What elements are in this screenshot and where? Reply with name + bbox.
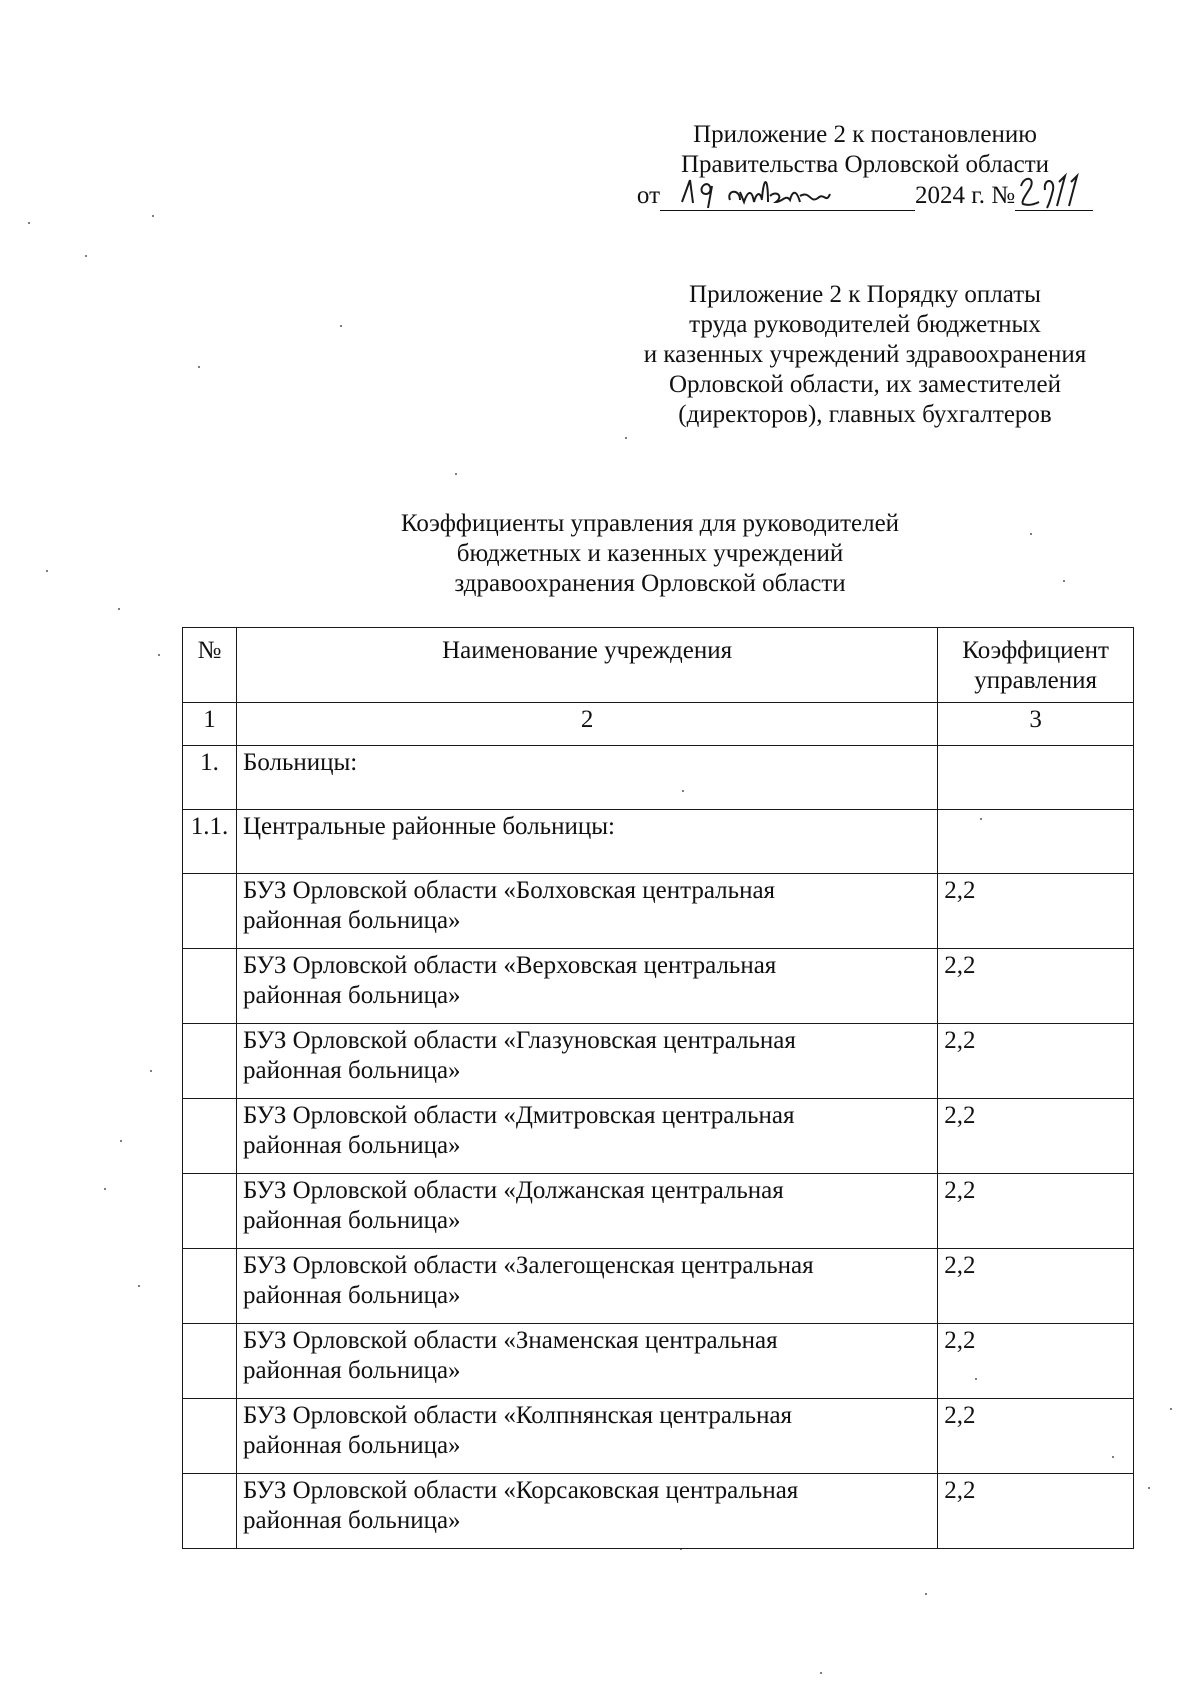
appendix-resolution-block (600, 120, 1130, 211)
institution-name: БУЗ Орловской области «Верховская центральная районная больница» (236, 949, 937, 1024)
resolution-date-line (637, 180, 1093, 211)
header-coefficient (938, 628, 1134, 703)
institution-name: БУЗ Орловской области «Залегощенская центральная районная больница» (236, 1249, 937, 1324)
row-number (183, 1324, 237, 1399)
header-coefficient-line2: управления (974, 667, 1097, 694)
table-row (183, 1474, 1134, 1549)
table-row (183, 949, 1134, 1024)
appendix-resolution-line1: Приложение 2 к постановлению (693, 121, 1037, 148)
management-coefficient: 2,2 (938, 1399, 1134, 1474)
handwritten-date (660, 180, 915, 211)
section-name: Центральные районные больницы: (236, 810, 937, 874)
column-index: 1 (183, 703, 237, 746)
row-number (183, 874, 237, 949)
header-coefficient-line1: Коэффициент (962, 637, 1109, 664)
row-number (183, 1174, 237, 1249)
row-number (183, 1024, 237, 1099)
section-coefficient (938, 746, 1134, 810)
appendix-order-block (590, 280, 1140, 430)
management-coefficient: 2,2 (938, 1324, 1134, 1399)
institution-name: БУЗ Орловской области «Колпнянская центральная районная больница» (236, 1399, 937, 1474)
section-row (183, 810, 1134, 874)
year-number-label: 2024 г. № (915, 182, 1016, 209)
row-number (183, 1474, 237, 1549)
row-number (183, 1249, 237, 1324)
appendix-resolution-line2: Правительства Орловской области (680, 151, 1050, 178)
institution-name: БУЗ Орловской области «Корсаковская центральная районная больница» (236, 1474, 937, 1549)
management-coefficient: 2,2 (938, 949, 1134, 1024)
handwritten-number (1015, 180, 1093, 211)
management-coefficient: 2,2 (938, 1024, 1134, 1099)
appendix-order-line: Орловской области, их заместителей (668, 371, 1062, 398)
appendix-order-line: и казенных учреждений здравоохранения (643, 341, 1087, 368)
institution-name: БУЗ Орловской области «Должанская центральная районная больница» (236, 1174, 937, 1249)
appendix-order-line: Приложение 2 к Порядку оплаты (689, 281, 1041, 308)
table-header-row (183, 628, 1134, 703)
management-coefficient: 2,2 (938, 1174, 1134, 1249)
section-number: 1.1. (183, 810, 237, 874)
appendix-order-line: труда руководителей бюджетных (689, 311, 1041, 338)
table-row (183, 1099, 1134, 1174)
institution-name: БУЗ Орловской области «Знаменская центральная районная больница» (236, 1324, 937, 1399)
header-institution-name: Наименование учреждения (236, 628, 937, 703)
management-coefficient: 2,2 (938, 1474, 1134, 1549)
table-row (183, 874, 1134, 949)
row-number (183, 949, 237, 1024)
management-coefficient: 2,2 (938, 1249, 1134, 1324)
column-index: 3 (938, 703, 1134, 746)
table-title-line: бюджетных и казенных учреждений (456, 540, 844, 567)
table-row (183, 1399, 1134, 1474)
table-row (183, 1174, 1134, 1249)
institution-name: БУЗ Орловской области «Болховская центральная районная больница» (236, 874, 937, 949)
handwritten-date-signature (660, 172, 915, 212)
header-number: № (183, 628, 237, 703)
handwritten-number-signature (1015, 172, 1093, 212)
section-number: 1. (183, 746, 237, 810)
table-row (183, 1249, 1134, 1324)
management-coefficient: 2,2 (938, 1099, 1134, 1174)
section-name: Больницы: (236, 746, 937, 810)
row-number (183, 1099, 237, 1174)
institution-name: БУЗ Орловской области «Дмитровская центральная районная больница» (236, 1099, 937, 1174)
table-row (183, 1024, 1134, 1099)
table-row (183, 1324, 1134, 1399)
management-coefficient: 2,2 (938, 874, 1134, 949)
section-row (183, 746, 1134, 810)
appendix-order-line: (директоров), главных бухгалтеров (678, 401, 1052, 428)
coefficients-table (182, 627, 1134, 1549)
column-index-row (183, 703, 1134, 746)
institution-name: БУЗ Орловской области «Глазуновская центральная районная больница» (236, 1024, 937, 1099)
date-prefix: от (636, 182, 661, 209)
section-coefficient (938, 810, 1134, 874)
table-title-line: здравоохранения Орловской области (454, 570, 846, 597)
row-number (183, 1399, 237, 1474)
column-index: 2 (236, 703, 937, 746)
table-title (300, 509, 1000, 599)
table-title-line: Коэффициенты управления для руководителей (400, 510, 900, 537)
